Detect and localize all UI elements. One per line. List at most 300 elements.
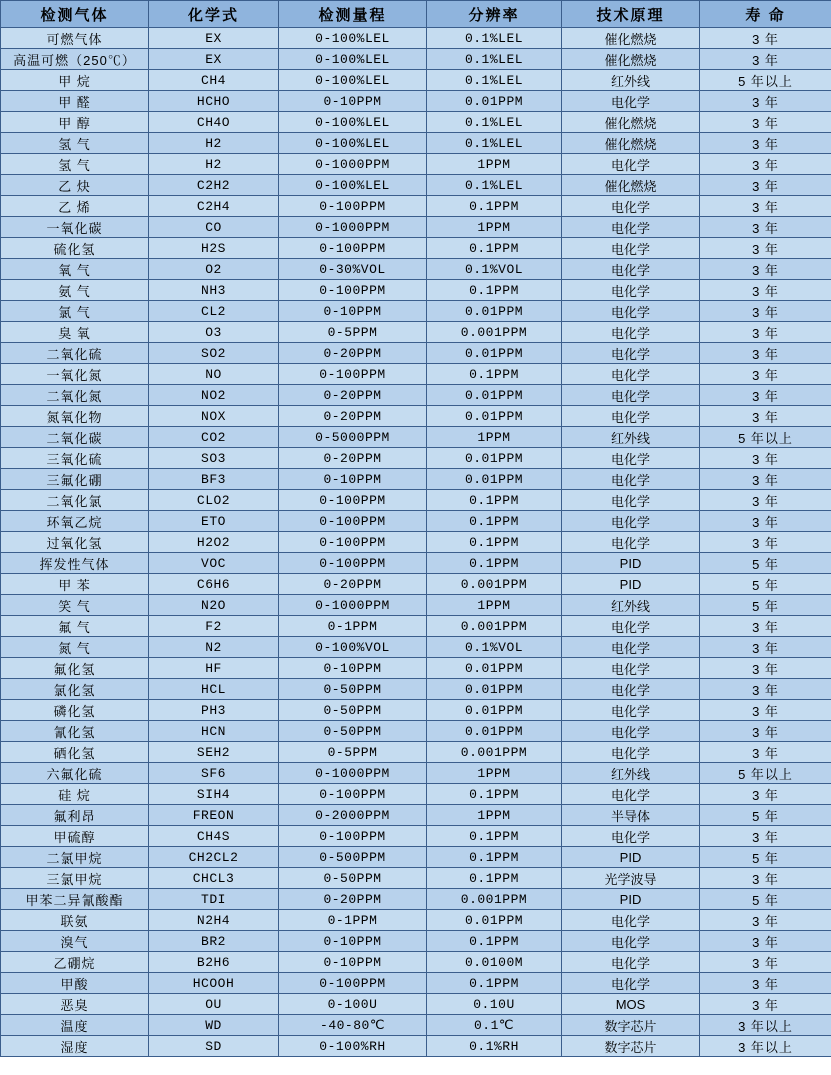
cell-lifetime: 3 年 (700, 28, 831, 49)
cell-range: 0-1PPM (279, 616, 427, 637)
table-row (1, 721, 831, 742)
cell-resolution: 0.01PPM (427, 469, 562, 490)
cell-resolution: 0.1PPM (427, 973, 562, 994)
cell-formula: BR2 (149, 931, 279, 952)
cell-principle: 电化学 (562, 196, 700, 217)
cell-gas: 甲酸 (1, 973, 149, 994)
cell-principle: 电化学 (562, 973, 700, 994)
cell-range: 0-10PPM (279, 952, 427, 973)
cell-range: 0-100PPM (279, 511, 427, 532)
cell-formula: TDI (149, 889, 279, 910)
cell-resolution: 0.10U (427, 994, 562, 1015)
cell-range: 0-100%LEL (279, 28, 427, 49)
cell-range: 0-10PPM (279, 658, 427, 679)
cell-principle: 电化学 (562, 931, 700, 952)
cell-lifetime: 3 年 (700, 721, 831, 742)
cell-resolution: 0.01PPM (427, 91, 562, 112)
table-row (1, 784, 831, 805)
cell-gas: 一氧化氮 (1, 364, 149, 385)
table-row (1, 112, 831, 133)
cell-resolution: 0.1PPM (427, 931, 562, 952)
cell-formula: C2H2 (149, 175, 279, 196)
cell-range: 0-100%LEL (279, 70, 427, 91)
cell-lifetime: 5 年以上 (700, 70, 831, 91)
cell-gas: 硫化氢 (1, 238, 149, 259)
cell-formula: F2 (149, 616, 279, 637)
table-row (1, 553, 831, 574)
cell-formula: NO2 (149, 385, 279, 406)
column-header-principle: 技术原理 (562, 1, 700, 28)
column-header-lifetime: 寿 命 (700, 1, 831, 28)
table-row (1, 427, 831, 448)
cell-resolution: 0.1%VOL (427, 259, 562, 280)
cell-range: 0-1PPM (279, 910, 427, 931)
cell-formula: CO2 (149, 427, 279, 448)
cell-gas: 联氨 (1, 910, 149, 931)
cell-lifetime: 5 年 (700, 805, 831, 826)
cell-range: 0-500PPM (279, 847, 427, 868)
cell-principle: 催化燃烧 (562, 133, 700, 154)
cell-formula: FREON (149, 805, 279, 826)
cell-gas: 二氯甲烷 (1, 847, 149, 868)
cell-resolution: 1PPM (427, 805, 562, 826)
cell-resolution: 0.1PPM (427, 364, 562, 385)
cell-principle: 数字芯片 (562, 1015, 700, 1036)
cell-range: 0-50PPM (279, 721, 427, 742)
cell-gas: 过氧化氢 (1, 532, 149, 553)
cell-principle: 红外线 (562, 70, 700, 91)
cell-resolution: 0.01PPM (427, 343, 562, 364)
cell-lifetime: 5 年 (700, 553, 831, 574)
table-row (1, 847, 831, 868)
table-body (1, 28, 831, 1057)
cell-gas: 氰化氢 (1, 721, 149, 742)
cell-principle: 电化学 (562, 301, 700, 322)
cell-gas: 氧 气 (1, 259, 149, 280)
cell-principle: 数字芯片 (562, 1036, 700, 1057)
table-row (1, 868, 831, 889)
cell-range: 0-50PPM (279, 679, 427, 700)
cell-lifetime: 3 年 (700, 133, 831, 154)
table-row (1, 448, 831, 469)
table-row (1, 700, 831, 721)
cell-gas: 三氧化硫 (1, 448, 149, 469)
cell-range: 0-100%LEL (279, 175, 427, 196)
cell-lifetime: 3 年 (700, 196, 831, 217)
cell-range: 0-5PPM (279, 322, 427, 343)
table-row (1, 364, 831, 385)
column-header-range: 检测量程 (279, 1, 427, 28)
cell-principle: 电化学 (562, 280, 700, 301)
cell-lifetime: 5 年 (700, 574, 831, 595)
cell-resolution: 0.0100M (427, 952, 562, 973)
cell-gas: 二氧化氯 (1, 490, 149, 511)
cell-principle: 光学波导 (562, 868, 700, 889)
cell-resolution: 0.01PPM (427, 301, 562, 322)
cell-resolution: 0.1PPM (427, 847, 562, 868)
cell-range: 0-30%VOL (279, 259, 427, 280)
cell-principle: 电化学 (562, 448, 700, 469)
cell-formula: SIH4 (149, 784, 279, 805)
cell-principle: 电化学 (562, 532, 700, 553)
cell-resolution: 1PPM (427, 763, 562, 784)
cell-range: 0-20PPM (279, 343, 427, 364)
cell-principle: 电化学 (562, 700, 700, 721)
cell-principle: 电化学 (562, 91, 700, 112)
cell-lifetime: 5 年以上 (700, 763, 831, 784)
cell-principle: 电化学 (562, 154, 700, 175)
cell-range: 0-20PPM (279, 889, 427, 910)
column-header-resolution: 分辨率 (427, 1, 562, 28)
cell-gas: 氟化氢 (1, 658, 149, 679)
cell-formula: H2O2 (149, 532, 279, 553)
cell-principle: 催化燃烧 (562, 175, 700, 196)
cell-resolution: 0.1PPM (427, 532, 562, 553)
cell-gas: 二氧化碳 (1, 427, 149, 448)
cell-principle: 红外线 (562, 427, 700, 448)
cell-lifetime: 3 年 (700, 301, 831, 322)
table-row (1, 154, 831, 175)
cell-formula: O2 (149, 259, 279, 280)
cell-formula: H2 (149, 133, 279, 154)
cell-formula: B2H6 (149, 952, 279, 973)
cell-gas: 甲 苯 (1, 574, 149, 595)
cell-lifetime: 3 年 (700, 175, 831, 196)
cell-gas: 恶臭 (1, 994, 149, 1015)
cell-resolution: 0.001PPM (427, 889, 562, 910)
table-row (1, 49, 831, 70)
cell-formula: HCL (149, 679, 279, 700)
table-row (1, 301, 831, 322)
cell-resolution: 0.1%LEL (427, 112, 562, 133)
cell-principle: 红外线 (562, 763, 700, 784)
cell-range: 0-1000PPM (279, 217, 427, 238)
cell-formula: C6H6 (149, 574, 279, 595)
column-header-formula: 化学式 (149, 1, 279, 28)
cell-principle: PID (562, 553, 700, 574)
table-row (1, 280, 831, 301)
cell-lifetime: 3 年 (700, 385, 831, 406)
cell-range: 0-100PPM (279, 364, 427, 385)
table-row (1, 70, 831, 91)
cell-formula: WD (149, 1015, 279, 1036)
cell-resolution: 0.1%VOL (427, 637, 562, 658)
cell-lifetime: 3 年 (700, 658, 831, 679)
cell-resolution: 0.1PPM (427, 238, 562, 259)
table-row (1, 952, 831, 973)
cell-gas: 氮 气 (1, 637, 149, 658)
cell-gas: 磷化氢 (1, 700, 149, 721)
table-row (1, 322, 831, 343)
cell-gas: 二氧化硫 (1, 343, 149, 364)
cell-gas: 三氯甲烷 (1, 868, 149, 889)
cell-gas: 乙硼烷 (1, 952, 149, 973)
table-row (1, 637, 831, 658)
cell-range: 0-100PPM (279, 196, 427, 217)
cell-range: 0-100PPM (279, 280, 427, 301)
table-row (1, 616, 831, 637)
table-row (1, 679, 831, 700)
table-row (1, 196, 831, 217)
cell-lifetime: 3 年 (700, 868, 831, 889)
cell-range: 0-10PPM (279, 469, 427, 490)
table-row (1, 763, 831, 784)
cell-lifetime: 5 年以上 (700, 427, 831, 448)
cell-resolution: 0.01PPM (427, 721, 562, 742)
cell-resolution: 0.001PPM (427, 742, 562, 763)
cell-formula: CL2 (149, 301, 279, 322)
table-row (1, 889, 831, 910)
cell-gas: 六氟化硫 (1, 763, 149, 784)
cell-principle: PID (562, 889, 700, 910)
table-row (1, 406, 831, 427)
table-row (1, 343, 831, 364)
cell-range: 0-50PPM (279, 700, 427, 721)
cell-principle: 电化学 (562, 952, 700, 973)
cell-gas: 乙 烯 (1, 196, 149, 217)
cell-principle: PID (562, 574, 700, 595)
cell-formula: CO (149, 217, 279, 238)
cell-gas: 氟利昂 (1, 805, 149, 826)
cell-resolution: 0.1PPM (427, 196, 562, 217)
cell-formula: N2O (149, 595, 279, 616)
cell-formula: N2 (149, 637, 279, 658)
cell-lifetime: 3 年 (700, 259, 831, 280)
cell-formula: SEH2 (149, 742, 279, 763)
cell-lifetime: 3 年以上 (700, 1015, 831, 1036)
cell-principle: 催化燃烧 (562, 112, 700, 133)
cell-range: 0-100%VOL (279, 637, 427, 658)
cell-range: 0-2000PPM (279, 805, 427, 826)
cell-formula: NOX (149, 406, 279, 427)
cell-formula: HCN (149, 721, 279, 742)
cell-range: 0-100PPM (279, 826, 427, 847)
cell-formula: VOC (149, 553, 279, 574)
cell-resolution: 0.01PPM (427, 700, 562, 721)
cell-principle: 电化学 (562, 322, 700, 343)
table-row (1, 133, 831, 154)
cell-gas: 可燃气体 (1, 28, 149, 49)
cell-range: 0-5000PPM (279, 427, 427, 448)
cell-resolution: 0.1PPM (427, 826, 562, 847)
cell-gas: 硅 烷 (1, 784, 149, 805)
cell-range: 0-20PPM (279, 406, 427, 427)
table-row (1, 259, 831, 280)
cell-formula: ETO (149, 511, 279, 532)
cell-range: 0-1000PPM (279, 154, 427, 175)
cell-gas: 臭 氧 (1, 322, 149, 343)
cell-formula: SF6 (149, 763, 279, 784)
table-row (1, 238, 831, 259)
header-row (1, 1, 831, 28)
cell-gas: 氯化氢 (1, 679, 149, 700)
table-row (1, 931, 831, 952)
cell-gas: 温度 (1, 1015, 149, 1036)
cell-resolution: 0.1%LEL (427, 70, 562, 91)
cell-gas: 甲 醇 (1, 112, 149, 133)
cell-resolution: 0.1℃ (427, 1015, 562, 1036)
cell-principle: 电化学 (562, 238, 700, 259)
table-row (1, 1015, 831, 1036)
cell-formula: OU (149, 994, 279, 1015)
cell-formula: C2H4 (149, 196, 279, 217)
cell-principle: 电化学 (562, 259, 700, 280)
cell-resolution: 0.01PPM (427, 448, 562, 469)
cell-range: 0-100U (279, 994, 427, 1015)
cell-principle: 催化燃烧 (562, 28, 700, 49)
cell-lifetime: 3 年 (700, 616, 831, 637)
cell-lifetime: 3 年 (700, 637, 831, 658)
cell-range: 0-50PPM (279, 868, 427, 889)
table-row (1, 511, 831, 532)
cell-resolution: 1PPM (427, 427, 562, 448)
cell-formula: EX (149, 28, 279, 49)
table-row (1, 910, 831, 931)
cell-lifetime: 3 年 (700, 322, 831, 343)
cell-principle: 电化学 (562, 364, 700, 385)
cell-gas: 氨 气 (1, 280, 149, 301)
cell-resolution: 0.1PPM (427, 280, 562, 301)
cell-range: 0-20PPM (279, 448, 427, 469)
cell-lifetime: 3 年 (700, 280, 831, 301)
table-row (1, 469, 831, 490)
cell-range: 0-100PPM (279, 784, 427, 805)
cell-lifetime: 3 年 (700, 973, 831, 994)
cell-resolution: 0.1%RH (427, 1036, 562, 1057)
cell-lifetime: 3 年 (700, 469, 831, 490)
cell-formula: EX (149, 49, 279, 70)
cell-range: 0-20PPM (279, 385, 427, 406)
cell-lifetime: 3 年 (700, 826, 831, 847)
cell-principle: MOS (562, 994, 700, 1015)
cell-formula: HCOOH (149, 973, 279, 994)
cell-principle: 催化燃烧 (562, 49, 700, 70)
cell-resolution: 0.1PPM (427, 511, 562, 532)
cell-gas: 三氟化硼 (1, 469, 149, 490)
cell-gas: 甲硫醇 (1, 826, 149, 847)
cell-range: 0-1000PPM (279, 763, 427, 784)
cell-formula: CH2CL2 (149, 847, 279, 868)
cell-formula: PH3 (149, 700, 279, 721)
cell-resolution: 0.001PPM (427, 616, 562, 637)
cell-resolution: 0.01PPM (427, 658, 562, 679)
cell-range: 0-1000PPM (279, 595, 427, 616)
cell-formula: H2S (149, 238, 279, 259)
cell-gas: 甲 醛 (1, 91, 149, 112)
cell-principle: 电化学 (562, 217, 700, 238)
cell-range: 0-5PPM (279, 742, 427, 763)
cell-range: 0-100PPM (279, 973, 427, 994)
cell-principle: 电化学 (562, 511, 700, 532)
cell-gas: 氢 气 (1, 133, 149, 154)
cell-formula: SD (149, 1036, 279, 1057)
cell-formula: CH4S (149, 826, 279, 847)
cell-lifetime: 3 年 (700, 406, 831, 427)
cell-range: 0-10PPM (279, 301, 427, 322)
cell-principle: 电化学 (562, 406, 700, 427)
cell-lifetime: 3 年 (700, 364, 831, 385)
cell-gas: 挥发性气体 (1, 553, 149, 574)
cell-formula: CHCL3 (149, 868, 279, 889)
cell-range: 0-100PPM (279, 490, 427, 511)
cell-principle: 电化学 (562, 343, 700, 364)
cell-formula: NO (149, 364, 279, 385)
table-row (1, 532, 831, 553)
cell-gas: 硒化氢 (1, 742, 149, 763)
cell-principle: 电化学 (562, 784, 700, 805)
cell-gas: 甲 烷 (1, 70, 149, 91)
cell-principle: PID (562, 847, 700, 868)
table-row (1, 805, 831, 826)
cell-principle: 半导体 (562, 805, 700, 826)
cell-range: 0-10PPM (279, 931, 427, 952)
cell-range: 0-100PPM (279, 238, 427, 259)
cell-gas: 氮氧化物 (1, 406, 149, 427)
cell-lifetime: 3 年 (700, 511, 831, 532)
cell-lifetime: 3 年 (700, 931, 831, 952)
cell-resolution: 0.001PPM (427, 574, 562, 595)
cell-lifetime: 3 年 (700, 910, 831, 931)
cell-lifetime: 5 年 (700, 595, 831, 616)
table-row (1, 658, 831, 679)
cell-formula: O3 (149, 322, 279, 343)
cell-formula: BF3 (149, 469, 279, 490)
table-row (1, 385, 831, 406)
cell-formula: CLO2 (149, 490, 279, 511)
table-row (1, 574, 831, 595)
table-row (1, 175, 831, 196)
cell-lifetime: 3 年以上 (700, 1036, 831, 1057)
table-row (1, 91, 831, 112)
table-row (1, 595, 831, 616)
cell-lifetime: 5 年 (700, 889, 831, 910)
cell-resolution: 1PPM (427, 154, 562, 175)
cell-resolution: 0.1PPM (427, 490, 562, 511)
cell-gas: 湿度 (1, 1036, 149, 1057)
cell-lifetime: 3 年 (700, 91, 831, 112)
cell-gas: 二氧化氮 (1, 385, 149, 406)
table-row (1, 994, 831, 1015)
cell-formula: SO2 (149, 343, 279, 364)
cell-lifetime: 3 年 (700, 238, 831, 259)
cell-range: 0-100%LEL (279, 49, 427, 70)
cell-gas: 氯 气 (1, 301, 149, 322)
cell-resolution: 0.1%LEL (427, 49, 562, 70)
cell-principle: 电化学 (562, 679, 700, 700)
cell-range: 0-100%RH (279, 1036, 427, 1057)
cell-resolution: 0.001PPM (427, 322, 562, 343)
cell-range: -40-80℃ (279, 1015, 427, 1036)
cell-lifetime: 3 年 (700, 679, 831, 700)
cell-resolution: 0.1%LEL (427, 133, 562, 154)
cell-lifetime: 3 年 (700, 700, 831, 721)
cell-formula: HF (149, 658, 279, 679)
cell-principle: 电化学 (562, 385, 700, 406)
cell-gas: 溴气 (1, 931, 149, 952)
cell-lifetime: 3 年 (700, 343, 831, 364)
cell-principle: 红外线 (562, 595, 700, 616)
cell-resolution: 0.1%LEL (427, 28, 562, 49)
cell-lifetime: 3 年 (700, 532, 831, 553)
cell-resolution: 1PPM (427, 217, 562, 238)
cell-resolution: 0.1%LEL (427, 175, 562, 196)
cell-lifetime: 3 年 (700, 154, 831, 175)
cell-range: 0-100PPM (279, 553, 427, 574)
cell-formula: SO3 (149, 448, 279, 469)
cell-gas: 乙 炔 (1, 175, 149, 196)
cell-resolution: 0.1PPM (427, 553, 562, 574)
cell-principle: 电化学 (562, 658, 700, 679)
